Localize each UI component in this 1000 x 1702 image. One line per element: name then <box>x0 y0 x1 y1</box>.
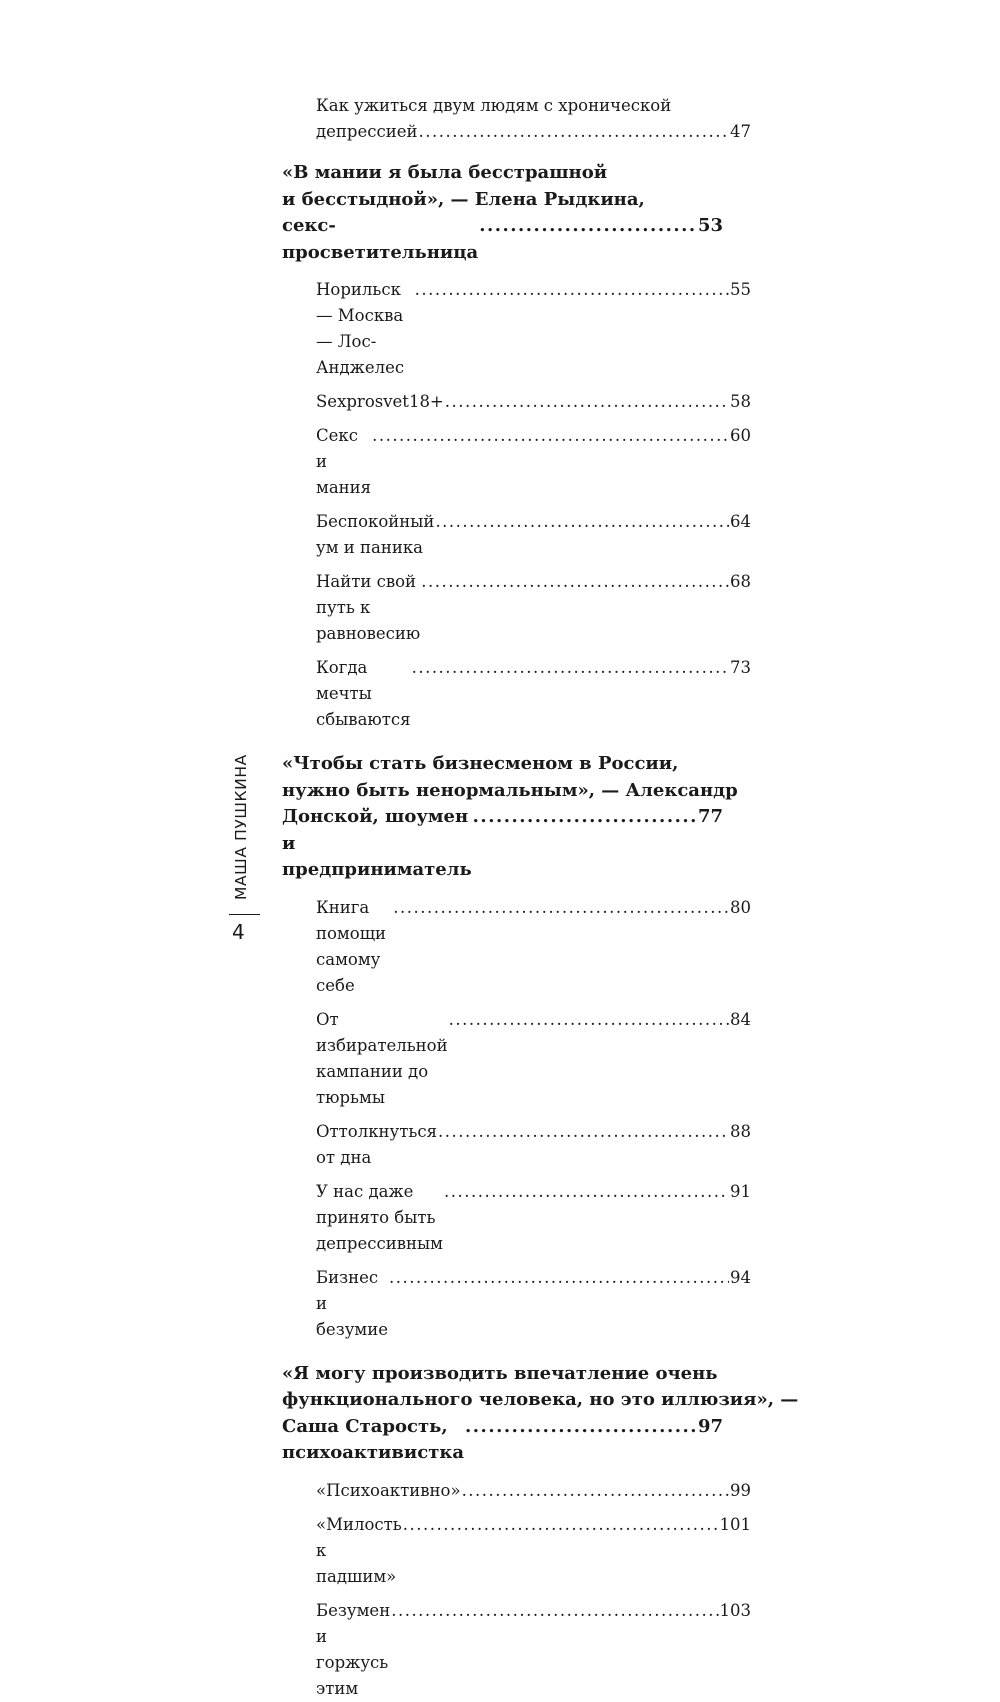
chapter-title: нужно быть ненормальным», — Александр <box>282 779 738 801</box>
page-number: 4 <box>232 920 245 944</box>
leader-dots <box>479 213 695 240</box>
chapter-page-number: 77 <box>697 806 723 827</box>
toc-entry <box>316 655 751 733</box>
toc-entry <box>316 423 751 501</box>
toc-entry-title: «Милость к падшим» <box>316 1514 402 1586</box>
leader-dots <box>403 1512 719 1538</box>
chapter-title: Донской, шоумен и предприниматель <box>282 806 472 880</box>
leader-dots <box>391 1598 718 1624</box>
leader-dots <box>372 423 729 449</box>
toc-entry-title: Как ужиться двум людям с хронической <box>316 96 672 115</box>
chapter-title: «Чтобы стать бизнесменом в России, <box>282 753 679 774</box>
toc-entry-title: У нас даже принято быть депрессивным <box>316 1181 443 1253</box>
toc-page-number: 99 <box>730 1480 751 1500</box>
chapter-title: секс-просветительница <box>282 215 479 263</box>
toc-entry <box>316 1119 751 1171</box>
toc-entry-title: Бизнес и безумие <box>316 1267 389 1339</box>
leader-dots <box>419 119 730 145</box>
toc-entry-title: Секс и мания <box>316 426 372 497</box>
leader-dots <box>389 1265 729 1291</box>
chapter-title: «В мании я была бесстрашной <box>282 162 608 183</box>
toc-page-number: 101 <box>719 1514 751 1534</box>
chapter-title: функционального человека, но это иллюзия», — <box>282 1389 799 1410</box>
toc-entry <box>316 1265 751 1343</box>
toc-entry-title: Безумен и горжусь этим <box>316 1600 391 1698</box>
toc-entry-title: депрессией <box>316 122 418 141</box>
toc-entry-title: Когда мечты сбываются <box>316 658 411 729</box>
toc-entry <box>316 569 751 647</box>
leader-dots <box>462 1478 729 1504</box>
leader-dots <box>393 895 729 921</box>
toc-entry-title: Норильск — Москва — Лос-Анджелес <box>316 280 405 377</box>
toc-entry-title: «Психоактивно» <box>316 1480 461 1500</box>
leader-dots <box>421 569 729 595</box>
toc-entry-title: Найти свой путь к равновесию <box>316 572 421 643</box>
running-head-divider <box>229 914 260 915</box>
toc-entry <box>316 1478 751 1504</box>
toc-entry <box>316 277 751 381</box>
leader-dots <box>445 389 729 415</box>
author-name: МАША ПУШКИНА <box>232 754 250 900</box>
chapter-title: и бесстыдной», — Елена Рыдкина, <box>282 188 645 210</box>
toc-entry <box>316 509 751 561</box>
leader-dots <box>438 1119 729 1145</box>
toc-page-number: 84 <box>730 1009 751 1029</box>
toc-page-number: 80 <box>730 897 751 917</box>
toc-page-number: 88 <box>730 1121 751 1141</box>
chapter-page-number: 97 <box>697 1415 723 1437</box>
toc-entry <box>316 1179 751 1257</box>
leader-dots <box>435 509 729 535</box>
toc-page-number: 47 <box>730 122 751 141</box>
toc-page-number: 73 <box>730 658 751 677</box>
toc-entry-title: Беспокойный ум и паника <box>316 512 435 557</box>
toc-entry-title: Sexprosvet18+ <box>316 392 444 411</box>
toc-entry <box>316 1512 751 1590</box>
toc-entry <box>316 895 751 999</box>
toc-page-number: 68 <box>730 572 751 591</box>
toc-page-number: 58 <box>730 392 751 411</box>
chapter-page-number: 53 <box>697 215 723 236</box>
toc-entry <box>316 1007 751 1111</box>
toc-page-number: 64 <box>730 512 751 531</box>
chapter-title: Саша Старость, психоактивистка <box>282 1415 465 1463</box>
toc-entry <box>316 93 751 145</box>
chapter-title: «Я могу производить впечатление очень <box>282 1362 718 1384</box>
leader-dots <box>415 277 729 303</box>
toc-page-number: 60 <box>730 426 751 445</box>
leader-dots <box>444 1179 729 1205</box>
toc-entry <box>316 389 751 415</box>
running-head <box>220 754 260 900</box>
leader-dots <box>465 1414 695 1441</box>
toc-entry-title: От избирательной кампании до тюрьмы <box>316 1009 448 1107</box>
toc-chapter <box>282 1361 799 1467</box>
leader-dots <box>412 655 729 681</box>
toc-entry-title: Оттолкнуться от дна <box>316 1121 437 1167</box>
toc-page-number: 91 <box>730 1181 751 1201</box>
toc-chapter <box>282 160 723 266</box>
toc-entry <box>316 1598 751 1702</box>
toc-page-number: 103 <box>719 1600 751 1620</box>
toc-chapter <box>282 751 738 884</box>
toc-page-number: 94 <box>730 1267 751 1287</box>
toc-page-number: 55 <box>730 280 751 299</box>
table-of-contents <box>282 93 799 1702</box>
toc-entry-title: Книга помощи самому себе <box>316 897 387 995</box>
leader-dots <box>449 1007 729 1033</box>
leader-dots <box>473 804 695 831</box>
